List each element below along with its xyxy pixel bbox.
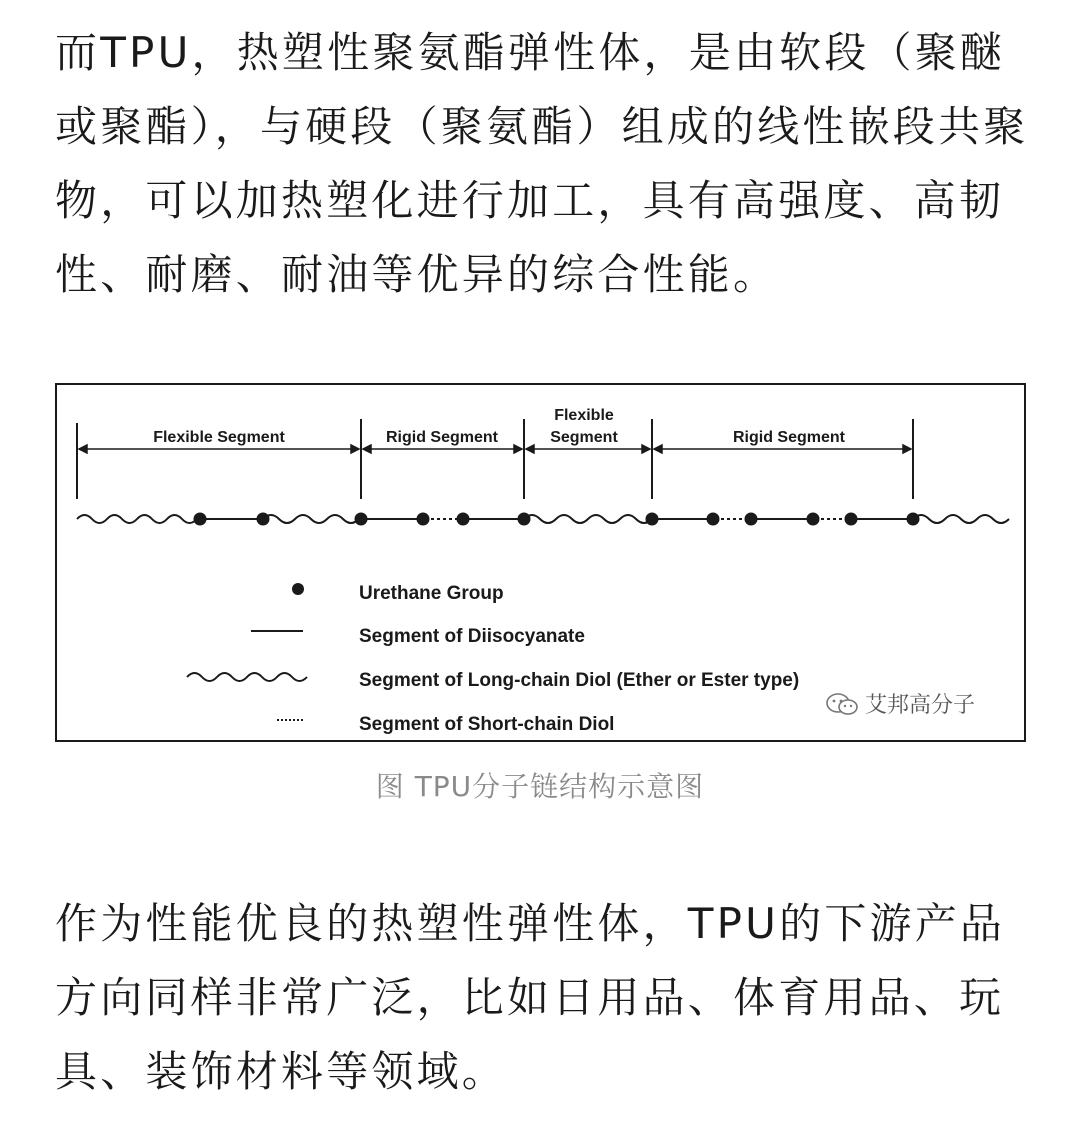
legend <box>187 583 799 735</box>
urethane-dot <box>707 513 720 526</box>
wavy-chain-1 <box>77 515 197 523</box>
legend-short-chain-label: Segment of Short-chain Diol <box>359 714 615 735</box>
urethane-dot <box>907 513 920 526</box>
wechat-icon <box>825 692 859 716</box>
urethane-dot <box>745 513 758 526</box>
watermark <box>825 688 975 719</box>
legend-diisocyanate-label: Segment of Diisocyanate <box>359 626 585 647</box>
watermark-text: 艾邦高分子 <box>865 693 976 718</box>
wavy-chain-3 <box>524 515 652 523</box>
segment-arrows <box>79 445 911 453</box>
urethane-dot <box>355 513 368 526</box>
urethane-dot <box>194 513 207 526</box>
wavy-chain-4 <box>913 515 1009 523</box>
urethane-dot <box>257 513 270 526</box>
urethane-dot <box>807 513 820 526</box>
label-flexible-segment-1: Flexible Segment <box>153 429 285 446</box>
legend-long-chain-label: Segment of Long-chain Diol (Ether or Ester type) <box>359 670 800 691</box>
urethane-dot <box>457 513 470 526</box>
figure-caption: 图 TPU分子链结构示意图 <box>375 770 705 803</box>
intro-paragraph: 而TPU，热塑性聚氨酯弹性体，是由软段（聚醚或聚酯），与硬段（聚氨酯）组成的线性嵌段共聚物，可以加热塑化进行加工，具有高强度、高韧性、耐磨、耐油等优异的综合性能。 <box>55 28 1029 299</box>
label-flexible-segment-2-line2: Segment <box>550 429 618 446</box>
urethane-dot <box>417 513 430 526</box>
legend-urethane-label: Urethane Group <box>359 583 504 604</box>
label-flexible-segment-2-line1: Flexible <box>554 407 614 424</box>
legend-urethane-symbol <box>292 583 304 595</box>
wavy-chain-2 <box>263 515 359 523</box>
label-rigid-segment-1: Rigid Segment <box>385 429 499 446</box>
urethane-dot <box>646 513 659 526</box>
label-rigid-segment-2: Rigid Segment <box>732 429 846 446</box>
molecular-chain <box>77 515 1009 523</box>
downstream-paragraph: 作为性能优良的热塑性弹性体，TPU的下游产品方向同样非常广泛，比如日用品、体育用品、玩具、装饰材料等领域。 <box>55 899 1006 1096</box>
urethane-dot <box>518 513 531 526</box>
urethane-dot <box>845 513 858 526</box>
legend-long-chain-symbol <box>187 673 307 681</box>
